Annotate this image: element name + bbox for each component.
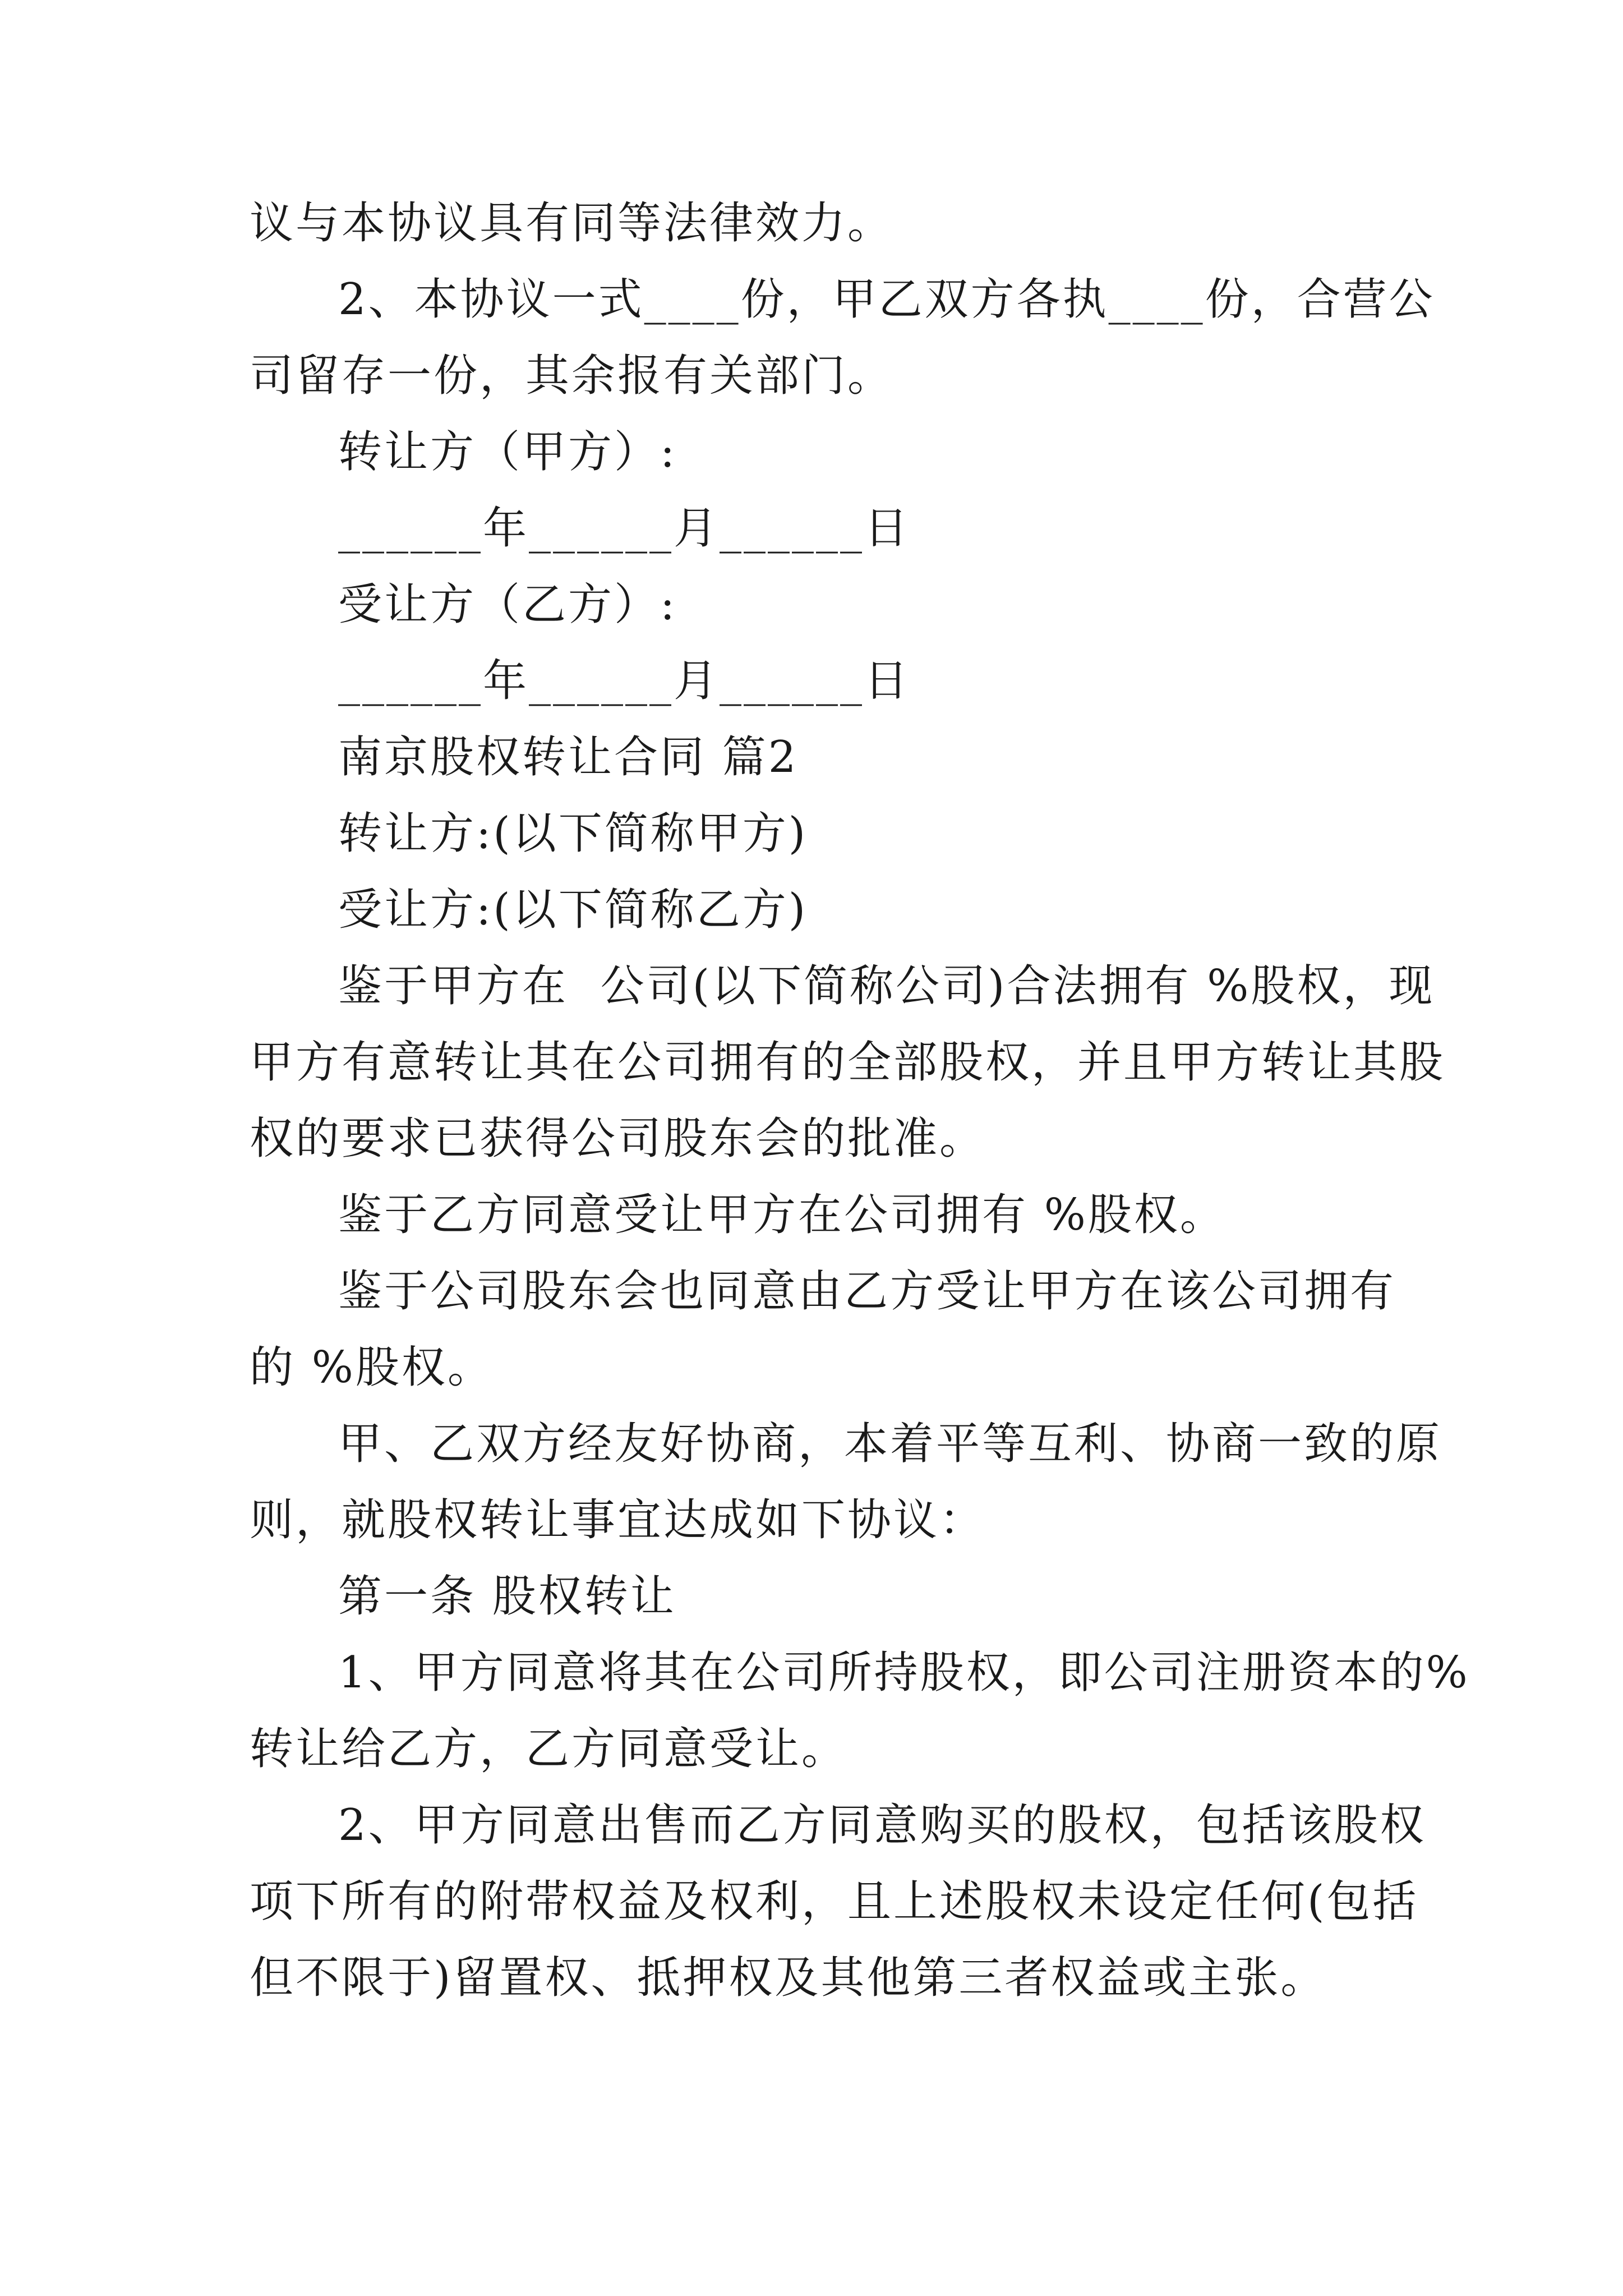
text-line: 转让方:(以下简称甲方) xyxy=(338,808,808,859)
text-line: 但不限于)留置权、抵押权及其他第三者权益或主张。 xyxy=(250,1953,1327,2003)
text-line: 项下所有的附带权益及权利，且上述股权未设定任何(包括 xyxy=(250,1876,1419,1927)
text-line: 鉴于乙方同意受让甲方在公司拥有 %股权。 xyxy=(338,1190,1226,1240)
text-line: 第一条 股权转让 xyxy=(338,1571,676,1622)
text-line: 南京股权转让合同 篇2 xyxy=(338,732,799,783)
text-line: 议与本协议具有同等法律效力。 xyxy=(250,198,894,249)
text-line: 甲方有意转让其在公司拥有的全部股权，并且甲方转让其股 xyxy=(250,1037,1446,1088)
text-line: 转让方（甲方）: xyxy=(338,427,677,477)
text-line: 2、甲方同意出售而乙方同意购买的股权，包括该股权 xyxy=(338,1800,1426,1851)
text-line: 受让方:(以下简称乙方) xyxy=(338,885,808,935)
text-line: 2、本协议一式____份，甲乙双方各执____份，合营公 xyxy=(338,274,1435,325)
text-line: 权的要求已获得公司股东会的批准。 xyxy=(250,1114,986,1164)
text-line: 受让方（乙方）: xyxy=(338,579,677,630)
text-line: 则，就股权转让事宜达成如下协议： xyxy=(250,1495,986,1545)
text-line: 甲、乙双方经友好协商，本着平等互利、协商一致的原 xyxy=(338,1419,1442,1469)
text-line: 鉴于甲方在 公司(以下简称公司)合法拥有 %股权，现 xyxy=(338,961,1435,1011)
text-line: 的 %股权。 xyxy=(250,1342,494,1393)
text-line: ______年______月______日 xyxy=(338,656,911,706)
text-line: 1、甲方同意将其在公司所持股权，即公司注册资本的% xyxy=(338,1648,1470,1698)
text-line: 司留存一份，其余报有关部门。 xyxy=(250,351,894,401)
text-line: ______年______月______日 xyxy=(338,503,911,554)
document-body xyxy=(250,185,1470,2016)
text-line: 鉴于公司股东会也同意由乙方受让甲方在该公司拥有 xyxy=(338,1266,1396,1317)
text-line: 转让给乙方，乙方同意受让。 xyxy=(250,1724,848,1774)
